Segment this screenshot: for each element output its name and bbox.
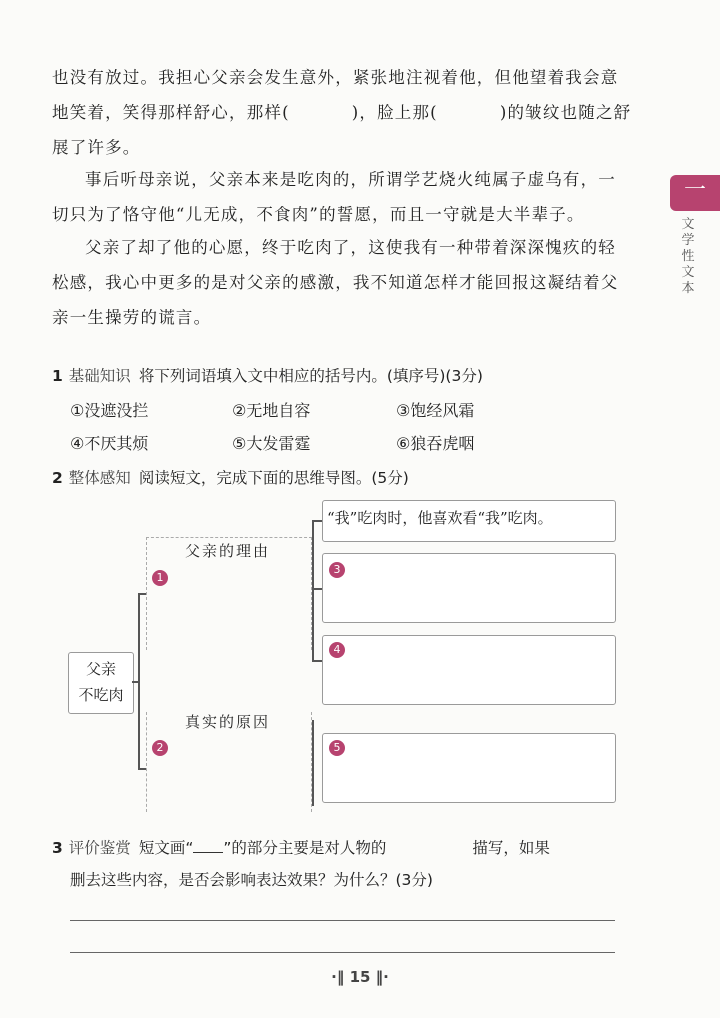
option-6: ⑥狼吞虎咽: [396, 434, 475, 453]
answer-line[interactable]: [70, 920, 615, 921]
question-text: 阅读短文，完成下面的思维导图。(5分): [138, 469, 409, 487]
chapter-label: 文学性文本: [681, 217, 695, 296]
question-3-line-2: 删去这些内容，是否会影响表达效果？为什么？(3分): [70, 871, 433, 889]
option-4: ④不厌其烦: [70, 434, 149, 453]
chapter-tab: [670, 175, 720, 211]
given-answer-box: [322, 500, 616, 542]
passage-paragraph-3: 父亲了却了他的心愿，终于吃肉了，这使我有一种带着深深愧疚的轻松感，我心中更多的是对父亲的感激，我不知道怎样才能回报这凝结着父亲一生操劳的谎言。: [52, 238, 619, 327]
connector: [138, 593, 146, 595]
connector: [138, 768, 146, 770]
question-number: 2: [52, 469, 63, 487]
question-text: 描写，如果: [472, 839, 550, 857]
connector: [312, 720, 314, 806]
marker-2: 2: [152, 740, 168, 756]
option-3: ③饱经风霜: [396, 401, 475, 420]
given-answer: “我”吃肉时，他喜欢看“我”吃肉。: [327, 509, 553, 527]
question-1: [52, 364, 483, 386]
connector: [312, 588, 322, 590]
passage-text: 也没有放过。我担心父亲会发生意外，紧张地注视着他，但他望着我会意地笑着，笑得那样舒心，那样(: [52, 68, 619, 122]
marker-5: 5: [329, 740, 345, 756]
option-5: ⑤大发雷霆: [232, 434, 311, 453]
marker-4: 4: [329, 642, 345, 658]
marker-3: 3: [329, 562, 345, 578]
question-tag: 整体感知: [68, 469, 131, 487]
connector: [312, 520, 314, 660]
answer-box-3[interactable]: [322, 553, 616, 623]
underline-mark: [193, 852, 223, 853]
question-text: ”的部分主要是对人物的: [223, 839, 387, 857]
question-2: [52, 466, 409, 488]
marker-1: 1: [152, 570, 168, 586]
question-tag: 基础知识: [68, 367, 131, 385]
chapter-number: 一: [683, 178, 706, 203]
answer-line[interactable]: [70, 952, 615, 953]
passage-paragraph-1: [52, 60, 632, 165]
page-number-value: 15: [349, 968, 371, 986]
option-2: ②无地自容: [232, 401, 311, 420]
question-text: 短文画“: [138, 839, 194, 857]
question-number: 1: [52, 367, 63, 385]
question-tag: 评价鉴赏: [68, 839, 131, 857]
root-line-1: 父亲: [85, 660, 116, 678]
mindmap-root: [68, 652, 134, 714]
question-3: [52, 836, 550, 858]
question-text: 将下列词语填入文中相应的括号内。(填序号)(3分): [138, 367, 483, 385]
answer-box-4[interactable]: [322, 635, 616, 705]
passage-paragraph-2: 事后听母亲说，父亲本来是吃肉的，所谓学艺烧火纯属子虚乌有，一切只为了恪守他“儿无成，不食肉”的誓愿，而且一守就是大半辈子。: [52, 170, 616, 224]
passage-text: )，脸上那(: [351, 103, 438, 122]
true-reason-title: 真实的原因: [185, 713, 271, 731]
root-line-2: 不吃肉: [78, 686, 124, 704]
answer-box-5[interactable]: [322, 733, 616, 803]
connector: [138, 593, 140, 769]
option-1: ①没遮没拦: [70, 401, 149, 420]
passage-text: )的皱纹也随之舒展了许多。: [52, 103, 632, 157]
question-number: 3: [52, 839, 63, 857]
connector: [312, 660, 322, 662]
reason-title: 父亲的理由: [185, 542, 271, 560]
connector: [312, 520, 322, 522]
page-number: ·‖ 15 ‖·: [331, 968, 389, 986]
